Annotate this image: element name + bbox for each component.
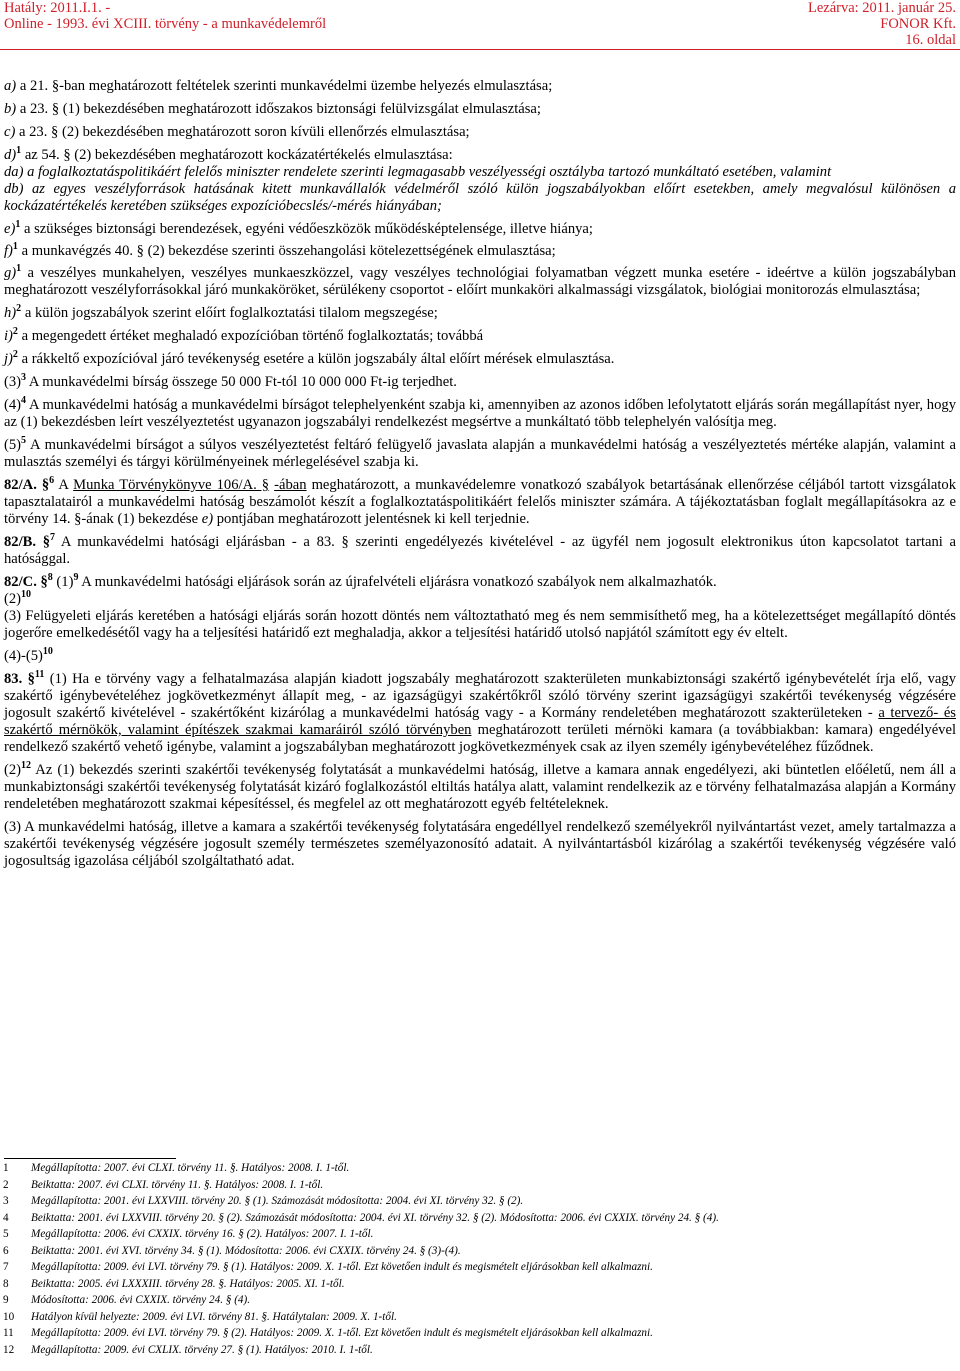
footnote-divider: [4, 1158, 176, 1159]
footnote-ref: 2: [12, 349, 18, 360]
header-divider: [0, 49, 960, 50]
paragraph-3: $(3)^3$ A munkavédelmi bírság összege 50 000 Ft-tól 10 000 000 Ft-ig terjedhet.: [4, 372, 457, 390]
item-h: h)$^2$ a külön jogszabályok szerint előírt foglalkoztatási tilalom megszegése;: [4, 303, 438, 321]
item-i: i)$^2$ a megengedett értéket meghaladó expozícióban történő foglalkoztatás; továbbá: [4, 326, 484, 344]
footnote-ref: 4: [21, 395, 27, 406]
section-number: 83. §: [4, 671, 35, 687]
footnote-ref: 10: [21, 589, 32, 600]
footnote: 3 Megállapította: 2001. évi LXXVIII. törvény 20. § (1). Számozását módosította: 2004. évi XI. törvény 32. § (2).: [3, 1195, 524, 1207]
footnote-ref: 2: [12, 326, 18, 337]
section-82c-paragraph-2: $(2)^{10}$: [4, 589, 32, 607]
item-j: j)$^2$ a rákkeltő expozícióval járó tevékenység esetére a külön jogszabály által előírt mérések elmulasztása.: [4, 349, 615, 367]
item-g: g)$^1$ a veszélyes munkahelyen, veszélyes munkaeszközzel, vagy veszélyes technológiai folyamatban végzett munka esetére - ideértve a külön jogszabályban meghatározott veszélyforrásokkal járó munkaköröket, sérülékeny csoportot - előírt munkaköri alkalmassági vizsgálatok, biológiai monitorozás elmulasztása;: [4, 263, 956, 298]
footnote-ref: 8: [47, 572, 53, 583]
footnote: 4 Beiktatta: 2001. évi LXXVIII. törvény 20. § (2). Számozását módosította: 2004. évi XI. törvény 32. § (2). Módosította: 2006. évi CXXIX. törvény 24. § (4).: [3, 1211, 719, 1224]
item-e: e)$^1$ a szükséges biztonsági berendezések, egyéni védőeszközök működésképtelensége, illetve hiánya;: [4, 219, 593, 237]
labour-code-link-suffix[interactable]: -ában: [274, 477, 307, 493]
footnote: 1 Megállapította: 2007. évi CLXI. törvény 11. §. Hatályos: 2008. I. 1-től.: [3, 1162, 350, 1174]
footnote: 10 Hatályon kívül helyezte: 2009. évi LVI. törvény 81. §. Hatálytalan: 2009. X. 1-től.: [3, 1310, 397, 1323]
footnote-ref: 1: [12, 241, 18, 252]
item-b: b) a 23. § (1) bekezdésében meghatározott időszakos biztonsági felülvizsgálat elmulasztása;: [4, 101, 541, 117]
section-number: 82/C. §: [4, 574, 48, 590]
section-83-paragraph-2: $(2)^{12}$ Az (1) bekezdés szerinti szakértői tevékenység folytatását a munkavédelmi hatóság, illetve a kamara annak engedélyezi, aki büntetlen előéletű, nem áll a munkabiztonsági szakértői tevékenység folytatását kizáró foglalkozástól eltiltás hatálya alatt, valamint rendelkezik az e törvény felhatalmazása alapján a Kormány rendeletében meghatározott szakmai képesítéssel, és megfelel az ott meghatározott egyéb feltételeknek.: [4, 760, 956, 812]
paragraph-4: $(4)^4$ A munkavédelmi hatóság a munkavédelmi bírságot telephelyenként szabja ki, amennyiben az azonos időben lefolytatott eljárás során megállapítást nyer, hogy az (1) bekezdésben leírt veszélyeztetést ugyanazon jogszabályi rendelkezést megsértve a munkáltató több telephelyén valósítja meg.: [4, 395, 956, 430]
header-right: [808, 0, 956, 48]
section-82c: 82/C. §$^8$ $(1)^9$ A munkavédelmi hatósági eljárások során az újrafelvételi eljárásra vonatkozó szabályok nem alkalmazhatók.: [4, 572, 717, 590]
footnote: 5 Megállapította: 2006. évi CXXIX. törvény 16. § (2). Hatályos: 2007. I. 1-től.: [3, 1228, 374, 1240]
header-left: [4, 0, 326, 32]
footnote-ref: 1: [16, 145, 22, 156]
page-header: [0, 0, 960, 50]
footnote-ref: 3: [21, 372, 27, 383]
item-a: a) a 21. §-ban meghatározott feltételek szerinti munkavédelmi üzembe helyezés elmulasztása;: [4, 78, 553, 94]
paragraph-5: $(5)^5$ A munkavédelmi bírságot a súlyos veszélyeztetést feltáró felügyelő javaslata alapján a munkavédelmi hatóság a veszélyeztetés mértéke alapján, valamint a mulasztás személyi és tárgyi körülményeinek mérlegelésével szabja ki.: [4, 435, 956, 470]
footnote: 7 Megállapította: 2009. évi LVI. törvény 79. § (1). Hatályos: 2009. X. 1-től. Ezt követően indult és megismételt eljárásokban kell alkalmazni.: [3, 1261, 653, 1273]
item-db: db) az egyes veszélyforrások hatásának kitett munkavállalók védelméről szóló külön jogszabályokban előírt esetekben, amely megvalósul különösen a kockázatértékelés keretében szükséges expozícióbecslés/-mérés hiányában;: [4, 181, 956, 214]
item-da: da) a foglalkoztatáspolitikáért felelős miniszter rendelete szerinti legmagasabb veszélyességi osztályba tartozó munkáltató esetében, valamint: [4, 164, 832, 180]
section-83: 83. §$^{11}$ (1) Ha e törvény vagy a felhatalmazása alapján kiadott jogszabály meghatározott szakterületen munkabiztonsági szakértő igénybevételét írja elő, vagy szakértő igénybevételéhez jogkövetkezményt állapít meg, - az igazságügyi szakértőkről szóló törvény szerint igazságügyi szakértői tevékenység végzésére jogosult szakértő kivételével - szakértőként kizárólag a munkavédelmi hatóság vagy - a Kormány rendeletében meghatározott szakterületeken - a tervező- és szakértő mérnökök, valamint építészek szakmai kamaráiról szóló törvényben meghatározott területi mérnöki kamara (a továbbiakban: kamara) engedélyével rendelkező szakértő vehető igénybe, valamint a jogszabályban meghatározott jogkövetkezmények csak az ilyen személy igénybevételéhez fűződnek.: [4, 669, 957, 755]
section-number: 82/A. §: [4, 477, 50, 493]
section-82a: 82/A. §$^6$ A Munka Törvénykönyve 106/A. § -ában meghatározott, a munkavédelemre vonatkozó szabályok betartásának ellenőrzése céljából tartott vizsgálatok tapasztalatairól a munkavédelmi hatóság beszámolót készít a foglalkoztatáspolitikáért felelős miniszter számára. A tájékoztatásban foglalt megállapításokra az e törvény 14. §-ának (1) bekezdése e) pontjában meghatározott jelentésnek ki kell terjednie.: [4, 475, 957, 527]
section-83-paragraph-3: (3) A munkavédelmi hatóság, illetve a kamara a szakértői tevékenység folytatására engedéllyel rendelkező személyekről nyilvántartást vezet, amely tartalmazza a szakértői tevékenység végzésére jogosult személy természetes személyazonosító adatait. A nyilvántartásból kizárólag a szakértői tevékenység végzésére való jogosultság igazolása céljából szolgáltatható adat.: [4, 819, 956, 869]
footnote-ref: 11: [34, 669, 45, 680]
footnote: 11 Megállapította: 2009. évi LVI. törvény 79. § (2). Hatályos: 2009. X. 1-től. Ezt követően indult és megismételt eljárásokban kell alkalmazni.: [3, 1327, 653, 1339]
footnote: 2 Beiktatta: 2007. évi CLXI. törvény 11. §. Hatályos: 2008. I. 1-től.: [3, 1178, 324, 1191]
header-page-number: 16. oldal: [905, 32, 956, 48]
footnote: 9 Módosította: 2006. évi CXXIX. törvény 24. § (4).: [3, 1294, 251, 1306]
document-body: [4, 78, 956, 870]
footnote-ref: 12: [21, 760, 32, 771]
footnote-ref: 1: [16, 263, 22, 274]
section-82c-paragraph-4-5: $(4)-(5)^{10}$: [4, 646, 53, 664]
footnote-ref: 10: [42, 646, 53, 657]
footnote-ref: 7: [50, 532, 56, 543]
item-d: d)$^1$ az 54. § (2) bekezdésében meghatározott kockázatértékelés elmulasztása:: [4, 145, 453, 163]
engineers-chamber-act-link[interactable]: a tervező- és szakértő mérnökök, valamint építészek szakmai kamaráiról szóló törvényben: [4, 705, 956, 738]
labour-code-link[interactable]: Munka Törvénykönyve 106/A. §: [73, 477, 270, 493]
footnote-ref: 6: [49, 475, 55, 486]
section-number: 82/B. §: [4, 534, 51, 550]
item-f: f)$^1$ a munkavégzés 40. § (2) bekezdése szerinti összehangolási kötelezettségének elmulasztása;: [4, 241, 556, 259]
header-law-title: Online - 1993. évi XCIII. törvény - a munkavédelemről: [4, 16, 327, 32]
footnote: 8 Beiktatta: 2005. évi LXXXIII. törvény 28. §. Hatályos: 2005. XI. 1-től.: [3, 1277, 345, 1290]
header-validity: Hatály: 2011.I.1. -: [4, 0, 111, 16]
section-82c-paragraph-3: (3) Felügyeleti eljárás keretében a hatósági eljárás során hozott döntés nem változtatható meg és nem semmisíthető meg, ha a kötelezettséget megállapító döntés jogerőre emelkedésétől vagy ha a teljesítési határidő ezt meghaladja, akkor a teljesítési határidő utolsó napjától számított egy év eltelt.: [4, 608, 956, 641]
item-c: c) a 23. § (2) bekezdésében meghatározott soron kívüli ellenőrzés elmulasztása;: [4, 124, 470, 140]
footnote-ref: 9: [73, 572, 79, 583]
footnote-ref: 2: [16, 303, 22, 314]
header-closed-date: Lezárva: 2011. január 25.: [807, 0, 956, 16]
footnote: 12 Megállapította: 2009. évi CXLIX. törvény 27. § (1). Hatályos: 2010. I. 1-től.: [3, 1343, 373, 1356]
footnote-ref: 5: [21, 435, 27, 446]
footnote: 6 Beiktatta: 2001. évi XVI. törvény 34. § (1). Módosította: 2006. évi CXXIX. törvény 24. § (3)-(4).: [3, 1244, 461, 1257]
footnote-ref: 1: [15, 219, 21, 230]
header-publisher: FONOR Kft.: [880, 16, 956, 32]
footnotes: [0, 1160, 960, 1358]
section-82b: 82/B. §$^7$ A munkavédelmi hatósági eljárásban - a 83. § szerinti engedélyezés kivételével - az ügyfél nem jogosult elektronikus úton kapcsolatot tartani a hatósággal.: [4, 532, 956, 567]
